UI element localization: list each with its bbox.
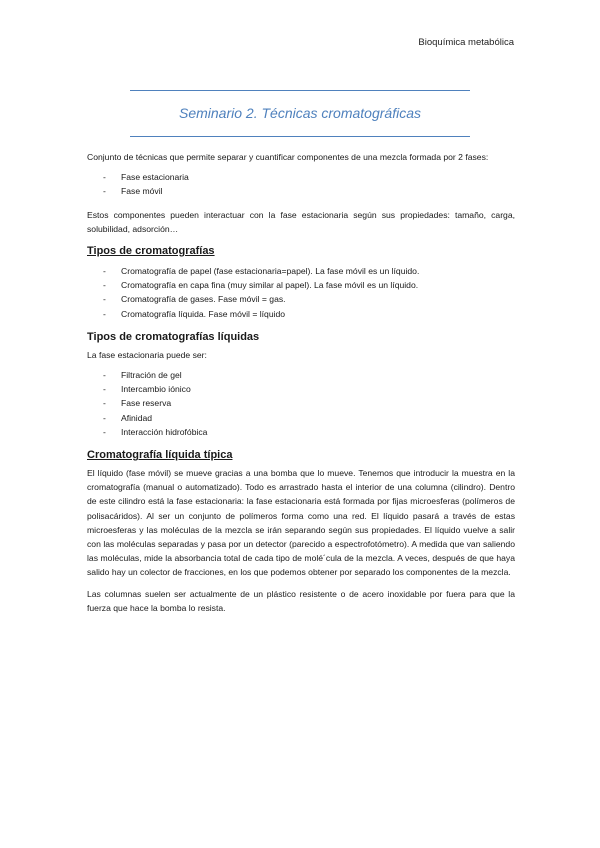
section-heading-typical: Cromatografía líquida típica <box>87 449 233 462</box>
list-item: - Afinidad <box>87 411 515 425</box>
title-block <box>130 90 470 137</box>
typical-paragraph-1: El líquido (fase móvil) se mueve gracias a una bomba que lo mueve. Tenemos que introducir la muestra en la cromatografía (manual o automatizado). Todo es arrastrado hasta el interior de una columna (cilindro). Dentro de este cilindro está la fase estacionaria: la fase estacionaria está formada por fijas microesferas (polímeros de polisacáridos). Al ser un conjunto de polímeros forma como una red. El líquido pasará a través de estas microesferas y las moléculas de la mezcla se irán separando según sus propiedades. El líquido vuelve a salir con las moléculas separadas y pasa por un detector (parecido a espectrofotómetro). A medida que van saliendo las moléculas, mide la absorbancia total de cada tipo de molé´cula de la mezcla. A veces, después de que haya salido hay un colector de fracciones, en los que podemos obtener por separado los componentes de la mezcla. <box>87 468 515 578</box>
phases-list <box>87 170 515 198</box>
list-item: - Interacción hidrofóbica <box>87 425 515 439</box>
list-item: - Cromatografía líquida. Fase móvil = líquido <box>87 307 515 321</box>
title-rule-bottom <box>130 136 470 137</box>
section-heading-types: Tipos de cromatografías <box>87 245 215 258</box>
document-body <box>87 150 515 615</box>
list-item: - Intercambio iónico <box>87 382 515 396</box>
list-item: - Cromatografía en capa fina (muy similar al papel). La fase móvil es un líquido. <box>87 278 515 292</box>
typical-paragraph-2: Las columnas suelen ser actualmente de un plástico resistente o de acero inoxidable por fuera para que la fuerza que hace la bomba lo resista. <box>87 588 515 613</box>
list-item: - Cromatografía de gases. Fase móvil = gas. <box>87 292 515 306</box>
list-item: - Filtración de gel <box>87 368 515 382</box>
list-item: - Fase reserva <box>87 396 515 410</box>
list-item: - Cromatografía de papel (fase estacionaria=papel). La fase móvil es un líquido. <box>87 264 515 278</box>
list-item: - Fase estacionaria <box>87 170 515 184</box>
types-list <box>87 264 515 321</box>
intro-paragraph: Conjunto de técnicas que permite separar y cuantificar componentes de una mezcla formada por 2 fases: <box>87 152 489 162</box>
liquid-types-list <box>87 368 515 439</box>
list-item: - Fase móvil <box>87 184 515 198</box>
running-header: Bioquímica metabólica <box>418 37 514 48</box>
liquid-intro: La fase estacionaria puede ser: <box>87 349 207 360</box>
page-title: Seminario 2. Técnicas cromatográficas <box>179 105 421 121</box>
title-rule-top <box>130 90 470 91</box>
components-paragraph: Estos componentes pueden interactuar con la fase estacionaria según sus propiedades: tamaño, carga, solubilidad, adsorción… <box>87 209 515 234</box>
section-heading-liquid-types: Tipos de cromatografías líquidas <box>87 330 260 343</box>
